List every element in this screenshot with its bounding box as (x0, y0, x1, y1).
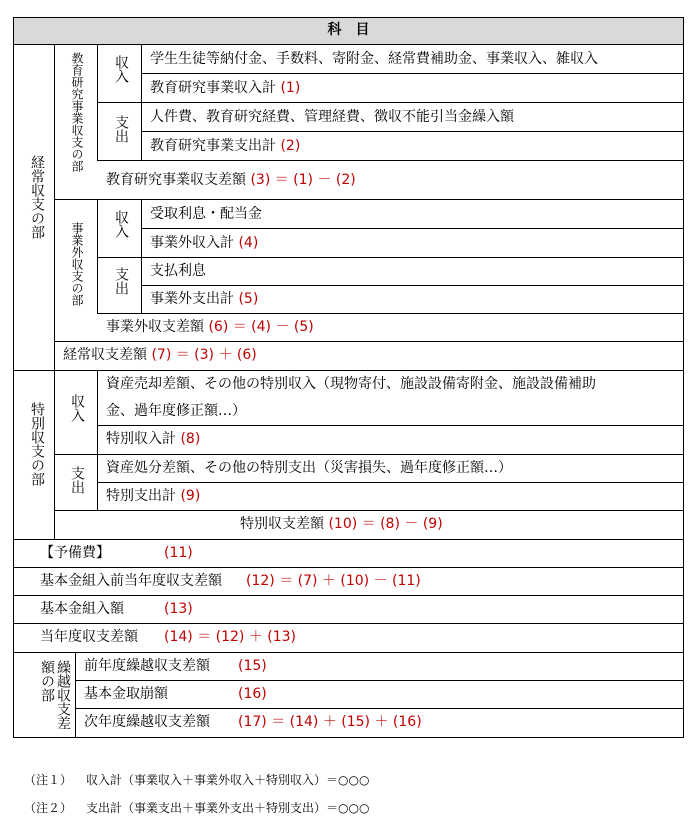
current-balance-row: 当年度収支差額 (14) ＝ (12) ＋ (13) (40, 629, 297, 645)
special-section-label: 特別収支の部 (29, 402, 45, 486)
special-income-label: 収入 (69, 394, 85, 422)
education-income-total: 教育研究事業収入計 (1) (150, 80, 301, 96)
education-expense-total: 教育研究事業支出計 (2) (150, 138, 301, 154)
non-business-expense-label: 支出 (113, 267, 129, 295)
table-header-title: 科 目 (327, 22, 370, 38)
before-fund-balance-row: 基本金組入前当年度収支差額 (12) ＝ (7) ＋ (10) － (11) (40, 573, 421, 589)
special-expense-items: 資産処分差額、その他の特別支出（災害損失、過年度修正額…） (106, 460, 512, 476)
carryover-withdraw-row: 基本金取崩額 (16) (84, 686, 267, 702)
carryover-prev-row: 前年度繰越収支差額 (15) (84, 658, 267, 674)
non-business-income-total: 事業外収入計 (4) (150, 235, 259, 251)
note-1: （注１） 収入計（事業収入＋事業外収入＋特別収入）＝○○○ (24, 773, 370, 787)
education-balance: 教育研究事業収支差額 (3) ＝ (1) － (2) (106, 172, 356, 188)
fund-in-row: 基本金組入額 (13) (40, 601, 193, 617)
education-section-label: 教育研究事業収支の部 (70, 52, 84, 172)
non-business-income-label: 収入 (113, 210, 129, 238)
special-expense-total: 特別支出計 (9) (106, 488, 201, 504)
non-business-balance: 事業外収支差額 (6) ＝ (4) － (5) (106, 319, 314, 335)
special-balance: 特別収支差額 (10) ＝ (8) － (9) (240, 516, 443, 532)
non-business-income-items: 受取利息・配当金 (150, 206, 262, 222)
special-income-items-line2: 金、過年度修正額…） (106, 403, 246, 419)
reserve-row: 【予備費】 (11) (40, 545, 193, 561)
ordinary-section-label: 経常収支の部 (29, 155, 45, 239)
special-income-total: 特別収入計 (8) (106, 431, 201, 447)
education-expense-items: 人件費、教育研究経費、管理経費、徴収不能引当金繰入額 (150, 109, 514, 125)
ordinary-balance: 経常収支差額 (7) ＝ (3) ＋ (6) (63, 347, 257, 363)
special-expense-label: 支出 (69, 466, 85, 494)
carryover-section-label: 繰越収支差額の部 (39, 660, 71, 730)
education-income-label: 収入 (113, 55, 129, 83)
note-2: （注２） 支出計（事業支出＋事業外支出＋特別支出）＝○○○ (24, 801, 370, 815)
non-business-expense-items: 支払利息 (150, 263, 206, 279)
non-business-expense-total: 事業外支出計 (5) (150, 291, 259, 307)
education-income-items: 学生生徒等納付金、手数料、寄附金、経常費補助金、事業収入、雑収入 (150, 51, 598, 67)
carryover-next-row: 次年度繰越収支差額 (17) ＝ (14) ＋ (15) ＋ (16) (84, 714, 422, 730)
non-business-section-label: 事業外収支の部 (70, 222, 84, 306)
special-income-items-line1: 資産売却差額、その他の特別収入（現物寄付、施設設備寄附金、施設設備補助 (106, 376, 596, 392)
education-expense-label: 支出 (113, 115, 129, 143)
